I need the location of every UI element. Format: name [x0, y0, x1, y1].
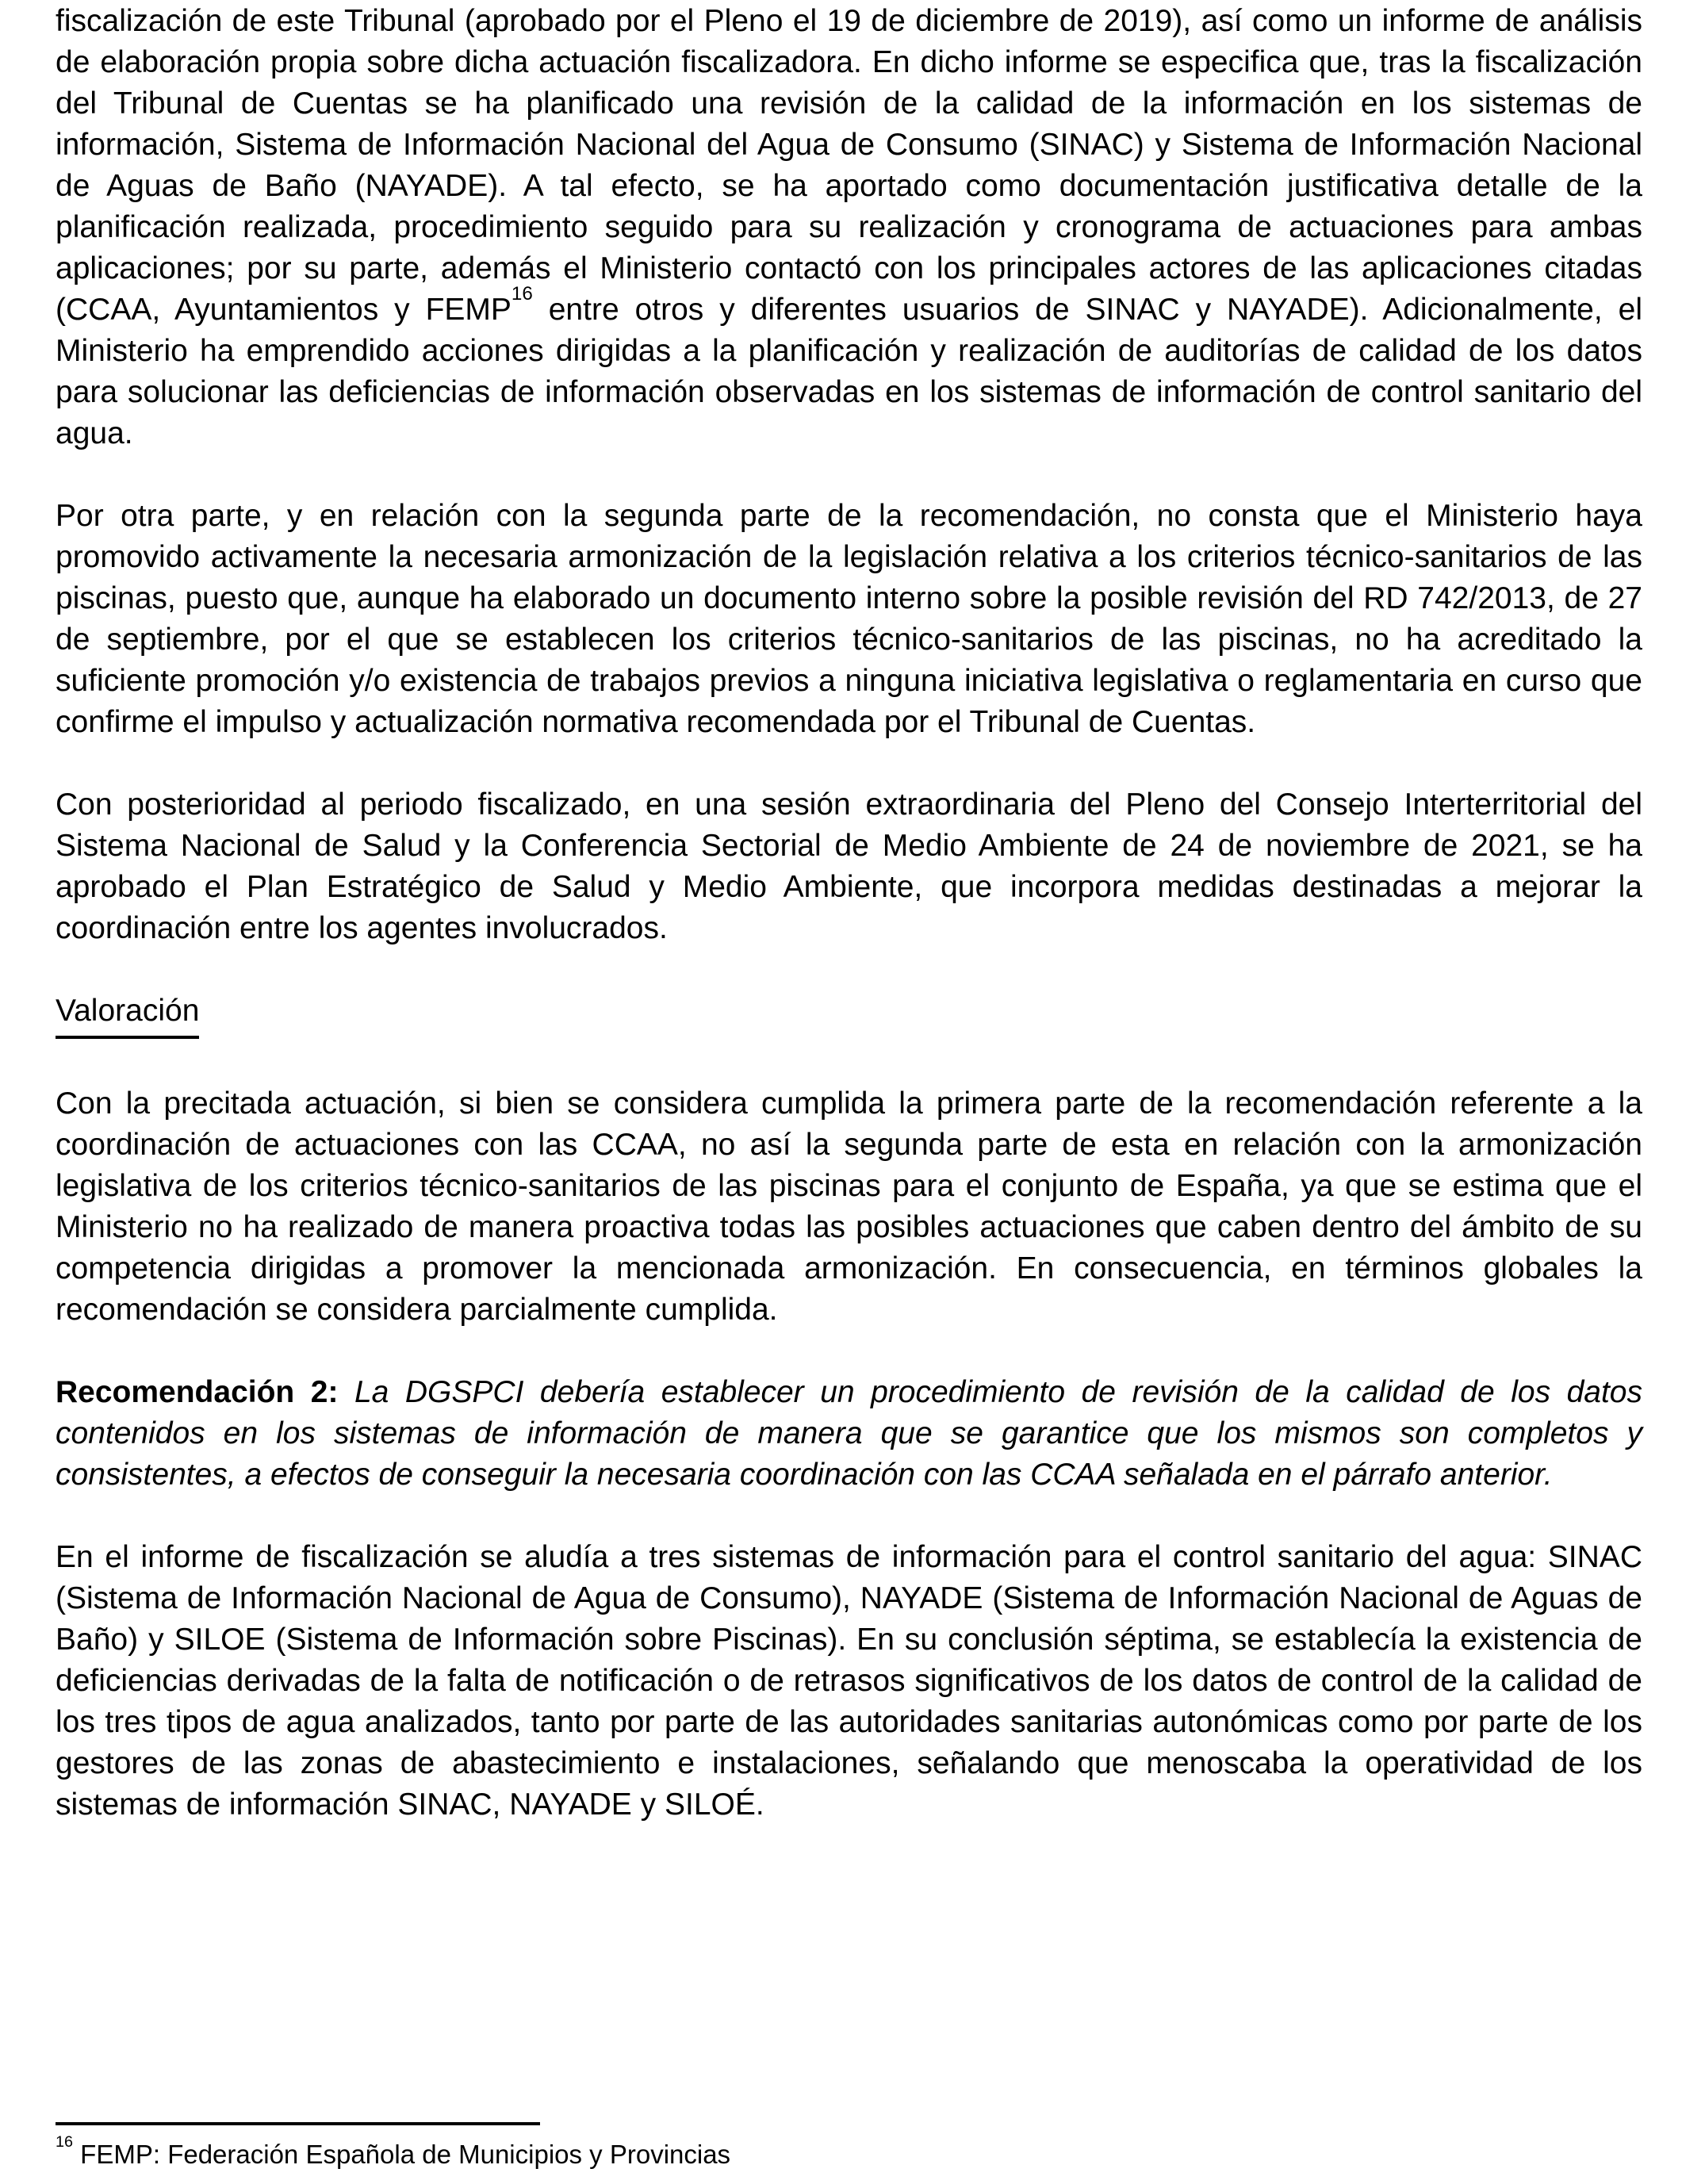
footnote-16-marker: 16 — [56, 2133, 74, 2151]
paragraph-1-text-after-ref: entre otros y diferentes usuarios de SINAC y NAYADE). Adicionalmente, el Ministerio ha emprendido acciones dirigidas a la planificación y realización de auditorías de calidad de los datos para solucionar las deficiencias de información observadas en los sistemas de información de control sanitario del agua. — [56, 293, 1642, 450]
footnote-16 — [56, 2133, 1642, 2171]
recommendation-2-label: Recomendación 2: — [56, 1375, 339, 1409]
section-heading-text: Valoración — [56, 990, 199, 1039]
paragraph-continuation — [56, 1, 1642, 454]
paragraph-1-text-before-ref: fiscalización de este Tribunal (aprobado por el Pleno el 19 de diciembre de 2019), así como un informe de análisis de elaboración propia sobre dicha actuación fiscalizadora. En dicho informe se especifica que, tras la fiscalización del Tribunal de Cuentas se ha planificado una revisión de la calidad de la información en los sistemas de información, Sistema de Información Nacional del Agua de Consumo (SINAC) y Sistema de Información Nacional de Aguas de Baño (NAYADE). A tal efecto, se ha aportado como documentación justificativa detalle de la planificación realizada, procedimiento seguido para su realización y cronograma de actuaciones para ambas aplicaciones; por su parte, además el Ministerio contactó con los principales actores de las aplicaciones citadas (CCAA, Ayuntamientos y FEMP — [56, 4, 1642, 327]
paragraph-3: Con posterioridad al periodo fiscalizado, en una sesión extraordinaria del Pleno del Consejo Interterritorial del Sistema Nacional de Salud y la Conferencia Sectorial de Medio Ambiente de 24 de noviembre de 2021, se ha aprobado el Plan Estratégico de Salud y Medio Ambiente, que incorpora medidas destinadas a mejorar la coordinación entre los agentes involucrados. — [56, 787, 1642, 945]
paragraph-2: Por otra parte, y en relación con la segunda parte de la recomendación, no consta que el Ministerio haya promovido activamente la necesaria armonización de la legislación relativa a los criterios técnico-sanitarios de las piscinas, puesto que, aunque ha elaborado un documento interno sobre la posible revisión del RD 742/2013, de 27 de septiembre, por el que se establecen los criterios técnico-sanitarios de las piscinas, no ha acreditado la suficiente promoción y/o existencia de trabajos previos a ninguna iniciativa legislativa o reglamentaria en curso que confirme el impulso y actualización normativa recomendada por el Tribunal de Cuentas. — [56, 499, 1642, 739]
paragraph-6-informe: En el informe de fiscalización se aludía a tres sistemas de información para el control sanitario del agua: SINAC (Sistema de Información Nacional de Agua de Consumo), NAYADE (Sistema de Información Nacional de Aguas de Baño) y SILOE (Sistema de Información sobre Piscinas). En su conclusión séptima, se establecía la existencia de deficiencias derivadas de la falta de notificación o de retrasos significativos de los datos de control de la calidad de los tres tipos de agua analizados, tanto por parte de las autoridades sanitarias autonómicas como por parte de los gestores de las zonas de abastecimiento e instalaciones, señalando que menoscaba la operatividad de los sistemas de información SINAC, NAYADE y SILOÉ. — [56, 1540, 1642, 1822]
section-heading-valoracion — [56, 990, 1642, 1039]
paragraph-recommendation-2 — [56, 1372, 1642, 1496]
paragraph-4-valoracion: Con la precitada actuación, si bien se considera cumplida la primera parte de la recomendación referente a la coordinación de actuaciones con las CCAA, no así la segunda parte de esta en relación con la armonización legislativa de los criterios técnico-sanitarios de las piscinas para el conjunto de España, ya que se estima que el Ministerio no ha realizado de manera proactiva todas las posibles actuaciones que caben dentro del ámbito de su competencia dirigidas a promover la mencionada armonización. En consecuencia, en términos globales la recomendación se considera parcialmente cumplida. — [56, 1086, 1642, 1327]
recommendation-2-text: La DGSPCI debería establecer un procedimiento de revisión de la calidad de los datos contenidos en los sistemas de información de manera que se garantice que los mismos son completos y consistentes, a efectos de conseguir la necesaria coordinación con las CCAA señalada en el párrafo anterior. — [56, 1375, 1642, 1492]
footnote-separator-rule — [56, 2122, 540, 2125]
footnote-area — [56, 2122, 1642, 2171]
footnote-16-text: FEMP: Federación Española de Municipios y Provincias — [73, 2140, 731, 2169]
footnote-reference-16: 16 — [511, 283, 533, 305]
